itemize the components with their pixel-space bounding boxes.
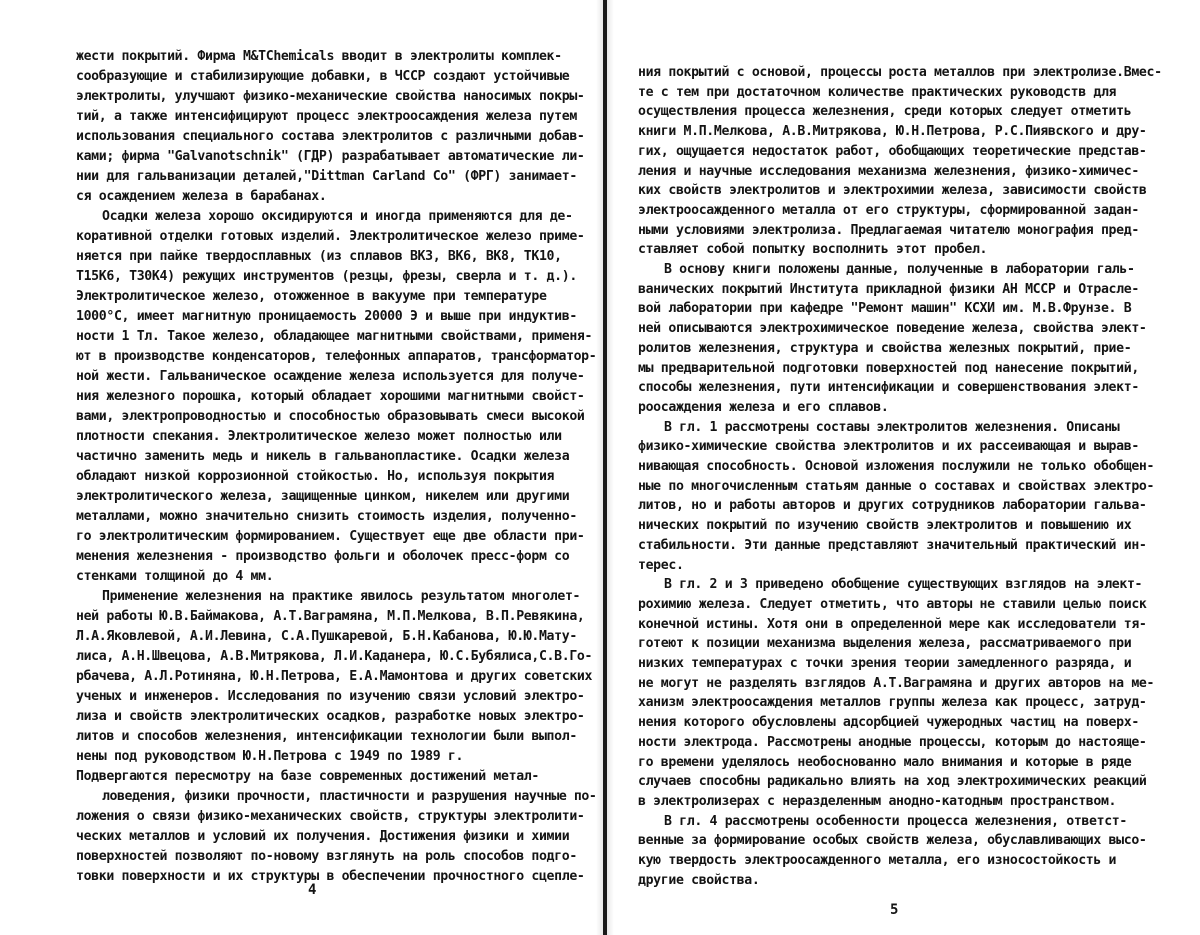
text-line: товки поверхности и их структуры в обеспечении прочностного сцепле- (76, 869, 585, 884)
book-spine (603, 0, 607, 935)
text-line: терес. (638, 557, 684, 573)
text-line: Применение железнения на практике явилось результатом многолет- (102, 589, 581, 604)
text-line: ют в производстве конденсаторов, телефонных аппаратов, трансформатор- (76, 349, 597, 364)
text-line: Т15К6, Т30К4) режущих инструментов (резцы, фрезы, сверла и т. д.). (76, 269, 577, 284)
text-line: обладают низкой коррозионной стойкостью. Но, используя покрытия (76, 469, 555, 484)
text-line: ученых и инженеров. Исследования по изучению связи условий электро- (76, 689, 585, 704)
text-line: плотности спекания. Электролитическое железо может полностью или (76, 429, 562, 444)
text-line: ловедения, физики прочности, пластичности и разрушения научные по- (102, 789, 597, 804)
text-line: лиза и свойств электролитических осадков, разработке новых электро- (76, 709, 585, 724)
text-line: случаев способны радикально влиять на ход электрохимических реакций (638, 774, 1147, 790)
text-line: Л.А.Яковлевой, А.И.Левина, С.А.Пушкаревой, Б.Н.Кабанова, Ю.Ю.Мату- (76, 629, 577, 644)
text-line: няется при пайке твердосплавных (из сплавов ВК3, ВК6, ВК8, ТК10, (76, 249, 562, 264)
text-line: в электролизерах с неразделенным анодно-катодным пространством. (638, 793, 1117, 809)
text-line: роосаждения железа и его сплавов. (638, 399, 889, 415)
text-line: жести покрытий. Фирма M&TChemicals вводит в электролиты комплек- (76, 49, 562, 64)
text-line: рбачева, А.Л.Ротиняна, Ю.Н.Петрова, Е.А.Мамонтова и других советских (76, 669, 593, 684)
text-line: низких температурах с точки зрения теории замедленного разряда, и (638, 656, 1132, 671)
page-number-left: 4 (308, 882, 317, 898)
text-line: стенками толщиной до 4 мм. (76, 569, 274, 584)
text-line: ления и научные исследования механизма железнения, физико-химичес- (638, 163, 1139, 179)
text-line: вами, электропроводностью и способностью образовывать смеси высокой (76, 409, 585, 424)
text-line: ками; фирма "Galvanotschnik" (ГДР) разрабатывает автоматические ли- (76, 149, 585, 164)
text-line: ности 1 Тл. Такое железо, обладающее магнитными свойствами, применя- (76, 329, 593, 344)
text-line: поверхностей позволяют по-новому взглянуть на роль способов подго- (76, 849, 577, 864)
right-page (612, 0, 1200, 935)
text-line: частично заменить медь и никель в гальванопластике. Осадки железа (76, 449, 570, 464)
text-line: кую твердость электроосажденного металла, его износостойкость и (638, 853, 1117, 868)
text-line: В гл. 4 рассмотрены особенности процесса железнения, ответст- (664, 813, 1127, 829)
text-line: литов, но и работы авторов и других сотрудников лаборатории гальва- (638, 498, 1147, 514)
text-line: металлами, можно значительно снизить стоимость изделия, полученно- (76, 509, 577, 524)
text-line: ванических покрытий Института прикладной физики АН МССР и Отрасле- (638, 281, 1139, 297)
text-line: книги М.П.Мелкова, А.В.Митрякова, Ю.Н.Петрова, Р.С.Пиявского и дру- (638, 124, 1147, 140)
text-line: Подвергаются пересмотру на базе современных достижений метал- (76, 769, 539, 784)
text-line: готеют к позиции механизма выделения железа, рассматриваемого при (638, 636, 1132, 652)
text-line: ния покрытий с основой, процессы роста металлов при электролизе.Вмес- (638, 65, 1162, 80)
text-line: ких свойств электролитов и электрохимии железа, зависимости свойств (638, 183, 1147, 199)
text-line: Электролитическое железо, отожженное в вакууме при температуре (76, 289, 547, 304)
text-line: те с тем при достаточном количестве практических руководств для (638, 84, 1117, 100)
text-line: го времени уделялось необоснованно мало внимания и которые в ряде (638, 754, 1132, 770)
text-line: другие свойства. (638, 872, 760, 888)
text-line: лиса, А.Н.Швецова, А.В.Митрякова, Л.И.Каданера, Ю.С.Бубялиса,С.В.Го- (76, 649, 593, 664)
text-line: нических покрытий по изучению свойств электролитов и повышению их (638, 518, 1132, 534)
text-line: способы железнения, пути интенсификации и совершенствования элект- (638, 380, 1139, 396)
text-line: электроосажденного металла от его структуры, сформированной задан- (638, 202, 1139, 218)
text-line: мы предварительной подготовки поверхностей под нанесение покрытий, (638, 360, 1139, 376)
text-line: литов и способов железнения, интенсификации технологии были выпол- (76, 729, 577, 744)
text-line: использования специального состава электролитов с различными добав- (76, 129, 585, 144)
text-line: Осадки железа хорошо оксидируются и иногда применяются для де- (102, 209, 573, 224)
text-line: ролитов железнения, структура и свойства железных покрытий, прие- (638, 340, 1132, 356)
text-line: нии для гальванизации деталей,"Dittman Carland Co" (ФРГ) занимает- (76, 169, 577, 184)
text-line: гих, ощущается недостаток работ, обобщающих теоретические представ- (638, 143, 1147, 159)
text-line: ней описываются электрохимическое поведение железа, свойства элект- (638, 321, 1147, 337)
text-line: ные по многочисленным статьям данные о составах и свойствах электро- (638, 478, 1155, 494)
text-line: электролиты, улучшают физико-механические свойства наносимых покры- (76, 89, 585, 104)
text-line: ной жести. Гальваническое осаждение железа используется для получе- (76, 369, 585, 384)
text-line: ханизм электроосаждения металлов группы железа как процесс, затруд- (638, 695, 1147, 711)
text-line: ния железного порошка, который обладает хорошими магнитными свойст- (76, 389, 585, 404)
text-line: физико-химические свойства электролитов и их рассеивающая и вырав- (638, 439, 1139, 455)
text-line: В гл. 1 рассмотрены составы электролитов железнения. Описаны (664, 419, 1120, 435)
page-number-right: 5 (890, 902, 899, 918)
text-line: менения железнения - производство фольги и оболочек пресс-форм со (76, 549, 570, 564)
text-line: сообразующие и стабилизирующие добавки, в ЧССР создают устойчивые (76, 69, 570, 84)
text-line: нивающая способность. Основой изложения послужили не только обобщен- (638, 459, 1155, 474)
text-line: ся осаждением железа в барабанах. (76, 189, 327, 204)
text-line: тий, а также интенсифицируют процесс электроосаждения железа путем (76, 109, 577, 124)
text-line: коративной отделки готовых изделий. Электролитическое железо приме- (76, 229, 585, 244)
text-line: ческих металлов и условий их получения. Достижения физики и химии (76, 829, 570, 844)
text-line: нены под руководством Ю.Н.Петрова с 1949 по 1989 г. (76, 749, 464, 764)
text-line: не могут не разделять взглядов А.Т.Ваграмяна и других авторов на ме- (638, 675, 1155, 691)
text-line: В основу книги положены данные, полученные в лаборатории галь- (664, 262, 1135, 277)
text-line: 1000°С, имеет магнитную проницаемость 20000 Э и выше при индуктив- (76, 309, 577, 324)
text-line: рохимию железа. Следует отметить, что авторы не ставили целью поиск (638, 596, 1147, 612)
text-line: осуществления процесса железнения, среди которых следует отметить (638, 104, 1132, 120)
text-line: ными условиями электролиза. Предлагаемая читателю монография пред- (638, 222, 1139, 238)
text-line: стабильности. Эти данные представляют значительный практический ин- (638, 537, 1147, 553)
text-line: электролитического железа, защищенные цинком, никелем или другими (76, 489, 570, 504)
text-line: конечной истины. Хотя они в определенной мере как исследователи тя- (638, 616, 1147, 632)
text-line: ности электрода. Рассмотрены анодные процессы, которым до настояще- (638, 734, 1147, 750)
text-line: вой лаборатории при кафедре "Ремонт машин" КСХИ им. М.В.Фрунзе. В (638, 301, 1132, 317)
text-line: ней работы Ю.В.Баймакова, А.Т.Ваграмяна, М.П.Мелкова, В.П.Ревякина, (76, 609, 585, 624)
text-line: венные за формирование особых свойств железа, обуславливающих высо- (638, 833, 1147, 849)
text-line: нения которого обусловлены адсорбцией чужеродных частиц на поверх- (638, 715, 1139, 731)
text-line: ложения о связи физико-механических свойств, структуры электролити- (76, 809, 585, 824)
text-line: го электролитическим формированием. Существует еще две области при- (76, 529, 585, 544)
text-line: ставляет собой попытку восполнить этот пробел. (638, 242, 988, 258)
text-line: В гл. 2 и 3 приведено обобщение существующих взглядов на элект- (664, 577, 1143, 593)
